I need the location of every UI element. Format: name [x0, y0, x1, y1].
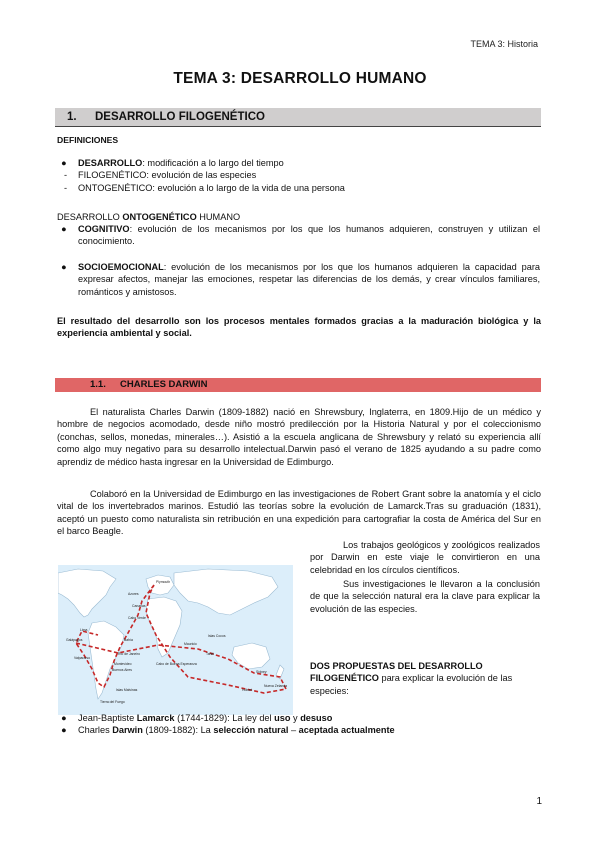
map-label: Hobart [242, 688, 253, 692]
section-heading-1 [55, 108, 541, 127]
map-label: Sídney [256, 670, 267, 674]
item-text: (1744-1829): La ley del [174, 713, 275, 723]
sub-definition: ONTOGENÉTICO: evolución a lo largo de la vida de una persona [78, 182, 345, 193]
list-item [64, 182, 538, 194]
definitions-list [61, 157, 538, 194]
item-bold: uso [274, 713, 291, 723]
definition-text: : evolución de los mecanismos por los que los humanos adquieren la capacidad para expresar afectos, manejar las emociones, respetar las diferencias de los demás, y crear vínculos familiares, románticos y amistosos. [78, 261, 540, 297]
dash-icon: - [64, 182, 68, 193]
paragraph: Sus investigaciones le llevaron a la conclusión de que la selección natural era la clave para explicar la evolución de las especies. [310, 579, 540, 614]
item-bold: selección natural [213, 725, 289, 736]
paragraph: Colaboró en la Universidad de Edimburgo en las investigaciones de Robert Grant sobre la anatomía y el ciclo vital de los invertebrados marinos. Estudió las teorías sobre la evolución de Lamarck.Tras su graduación (1831), aceptó un puesto como naturalista sin retribución en una expedición para cartografiar la costa de América del Sur en el barco Beagle. [57, 489, 541, 537]
propuestas-list [61, 712, 540, 737]
bullet-icon: ● [61, 725, 67, 736]
term-cognitivo: COGNITIVO [78, 224, 130, 234]
item-text: – [288, 725, 299, 736]
term-socioemocional: SOCIOEMOCIONAL [78, 261, 164, 272]
bullet-icon: ● [61, 158, 67, 168]
paragraph: El naturalista Charles Darwin (1809-1882) nació en Shrewsbury, Inglaterra, en 1809.Hijo de un médico y hombre de negocios acomodado, desde niño mostró predilección por la Historia Natural y por el coleccionismo (conchas, sellos, monedas, minerales…). Asistió a la escuela anglicana de Shrewsbury y relató su experiencia allí como algo muy negativo para su desarrollo intelectual.Darwin pasó el verano de 1825 ayudando a su padre como aprendiz de médico hasta ingresar en la Universidad de Edimburgo. [57, 407, 541, 467]
propuestas-heading [310, 660, 540, 697]
running-header: TEMA 3: Historia [470, 39, 538, 49]
heading-text: para explicar la evolución de las especies: [310, 673, 513, 696]
map-label: Mauricio [184, 642, 197, 646]
sub-definition: FILOGENÉTICO: evolución de las especies [78, 170, 257, 181]
map-label: Nueva Zelanda [264, 684, 287, 688]
bullet-icon: ● [61, 261, 67, 272]
list-item [64, 169, 538, 181]
term-desarrollo: DESARROLLO [78, 158, 143, 168]
definition-text: : modificación a lo largo del tiempo [142, 158, 284, 168]
definitions-heading: DEFINICIONES [57, 135, 119, 145]
item-bold: Lamarck [136, 713, 175, 723]
map-label: Tierra del Fuego [100, 700, 125, 704]
map-label: Buenos Aires [112, 668, 132, 672]
item-bold: aceptada actualmente [298, 725, 395, 736]
item-text: Jean-Baptiste [78, 713, 137, 723]
item-bold: Darwin [112, 725, 143, 736]
paragraph: Los trabajos geológicos y zoológicos realizados por Darwin en este viaje le convirtieron en una celebridad en los círculos científicos. [310, 540, 540, 575]
list-item [61, 712, 540, 724]
page-number: 1 [536, 795, 542, 807]
map-label: Bahía [124, 638, 133, 642]
item-text: (1809-1882): La [142, 725, 214, 736]
heading-bold: FILOGENÉTICO [310, 673, 379, 684]
ontogenetic-list [61, 223, 540, 298]
map-label: Plymouth [156, 580, 171, 584]
map-label: Azores [128, 592, 139, 596]
bullet-icon: ● [61, 224, 67, 234]
map-label: Islas Malvinas [116, 688, 138, 692]
dash-icon: - [64, 170, 68, 181]
map-label: Islas Cocos [208, 634, 226, 638]
heading-text: DOS PROPUESTAS DEL DESARROLLO [310, 661, 483, 671]
map-label: Río de Janeiro [118, 652, 141, 656]
section-number: 1.1. [90, 379, 106, 390]
section-heading-1-1 [55, 378, 541, 392]
section-title: DESARROLLO FILOGENÉTICO [95, 111, 265, 123]
map-label: Tahití [206, 652, 215, 656]
map-label: Valparaíso [74, 656, 90, 660]
beagle-voyage-map [58, 565, 293, 715]
list-item [61, 223, 540, 248]
world-map-icon [58, 565, 293, 715]
list-item [61, 261, 540, 298]
map-label: Cabo de Buena Esperanza [156, 662, 197, 666]
section-title: CHARLES DARWIN [120, 379, 208, 390]
map-label: Canarias [132, 604, 146, 608]
item-text: Charles [78, 725, 113, 736]
page-title: TEMA 3: DESARROLLO HUMANO [173, 70, 427, 87]
map-label: Cabo Verde [128, 616, 146, 620]
section-number: 1. [67, 111, 77, 123]
ontogenetic-lead [57, 211, 240, 223]
definition-text: : evolución de los mecanismos por los que los humanos adquieren, construyen y utilizan el conocimiento. [78, 224, 540, 247]
map-label: Montevideo [114, 662, 132, 666]
lead-text: DESARROLLO [57, 212, 123, 222]
map-label: Galápagos [66, 638, 83, 642]
lead-bold: ONTOGENÉTICO [122, 212, 197, 222]
item-bold: desuso [300, 713, 333, 723]
list-item [61, 724, 540, 736]
summary-paragraph: El resultado del desarrollo son los procesos mentales formados gracias a la maduración biológica y la experiencia ambiental y social. [57, 316, 541, 339]
list-item [61, 157, 538, 169]
map-label: Lima [80, 628, 88, 632]
bullet-icon: ● [61, 713, 67, 723]
item-text: y [290, 713, 301, 723]
lead-text: HUMANO [196, 212, 241, 222]
